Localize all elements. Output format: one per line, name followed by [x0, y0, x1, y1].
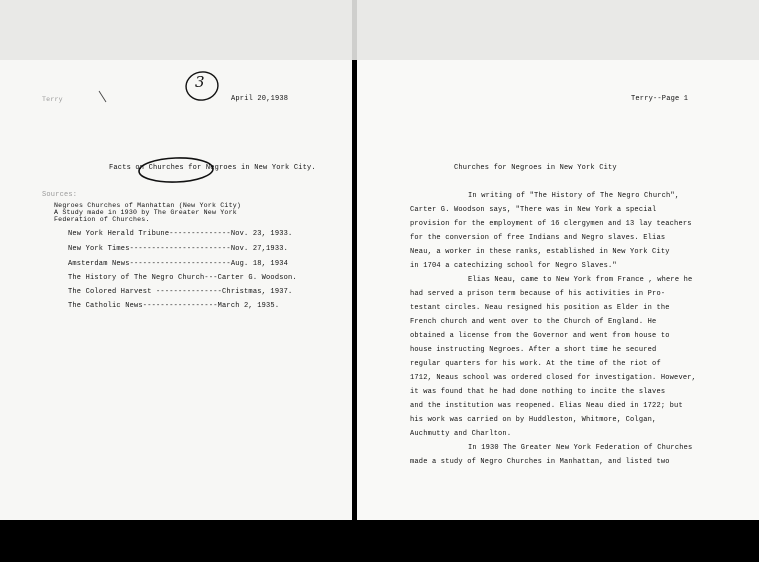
body-line: obtained a license from the Governor and went from house to: [410, 332, 670, 340]
source-item: Negroes Churches of Manhattan (New York City): [54, 202, 242, 209]
left-header-name: Terry: [42, 96, 63, 103]
body-line: Neau, a worker in these ranks, established in New York City: [410, 248, 670, 256]
pencil-tick-mark: [98, 90, 108, 104]
body-line: and the institution was reopened. Elias Neau died in 1722; but: [410, 402, 683, 410]
body-line: house instructing Negroes. After a short time he secured: [410, 346, 657, 354]
right-page-title: Churches for Negroes in New York City: [454, 164, 617, 172]
body-line: regular quarters for his work. At the time of the riot of: [410, 360, 661, 368]
source-item: Federation of Churches.: [54, 216, 150, 223]
source-item: The Colored Harvest ---------------Christmas, 1937.: [68, 288, 293, 296]
source-item: New York Herald Tribune--------------Nov. 23, 1933.: [68, 230, 293, 238]
handwritten-ellipse-mark: [136, 155, 216, 185]
body-line: Auchmutty and Charlton.: [410, 430, 512, 438]
source-item: The History of The Negro Church---Carter G. Woodson.: [68, 274, 297, 282]
source-item: The Catholic News-----------------March 2, 1935.: [68, 302, 280, 310]
right-page: [357, 60, 759, 520]
body-line: it was found that he had done nothing to incite the slaves: [410, 388, 666, 396]
body-line: in 1704 a catechizing school for Negro Slaves.": [410, 262, 617, 270]
source-item: New York Times-----------------------Nov. 27,1933.: [68, 245, 289, 253]
left-header-date: April 20,1938: [231, 95, 289, 103]
body-line: testant circles. Neau resigned his position as Elder in the: [410, 304, 670, 312]
body-line: provision for the employment of 16 clergymen and 13 lay teachers: [410, 220, 692, 228]
body-line: for the conversion of free Indians and Negro slaves. Elias: [410, 234, 666, 242]
sources-label: Sources:: [42, 191, 78, 199]
left-page: [0, 60, 352, 520]
body-line: made a study of Negro Churches in Manhattan, and listed two: [410, 458, 670, 466]
body-line: his work was carried on by Huddleston, Whitmore, Colgan,: [410, 416, 657, 424]
body-line: In 1930 The Greater New York Federation of Churches: [468, 444, 693, 452]
body-line: had served a prison term because of his activities in Pro-: [410, 290, 666, 298]
body-line: Carter G. Woodson says, "There was in New York a special: [410, 206, 657, 214]
source-item: A Study made in 1930 by The Greater New York: [54, 209, 237, 216]
body-line: Elias Neau, came to New York from France , where he: [468, 276, 693, 284]
body-line: In writing of "The History of The Negro Church",: [468, 192, 680, 200]
source-item: Amsterdam News-----------------------Aug. 18, 1934: [68, 260, 289, 268]
body-line: 1712, Neaus school was ordered closed for investigation. However,: [410, 374, 697, 382]
handwritten-number: 3: [195, 73, 205, 91]
right-header: Terry--Page 1: [631, 95, 689, 103]
left-page-title: Facts on Churches for Negroes in New York City.: [109, 164, 316, 172]
body-line: French church and went over to the Church of England. He: [410, 318, 657, 326]
scan-top-margin: [0, 0, 759, 60]
